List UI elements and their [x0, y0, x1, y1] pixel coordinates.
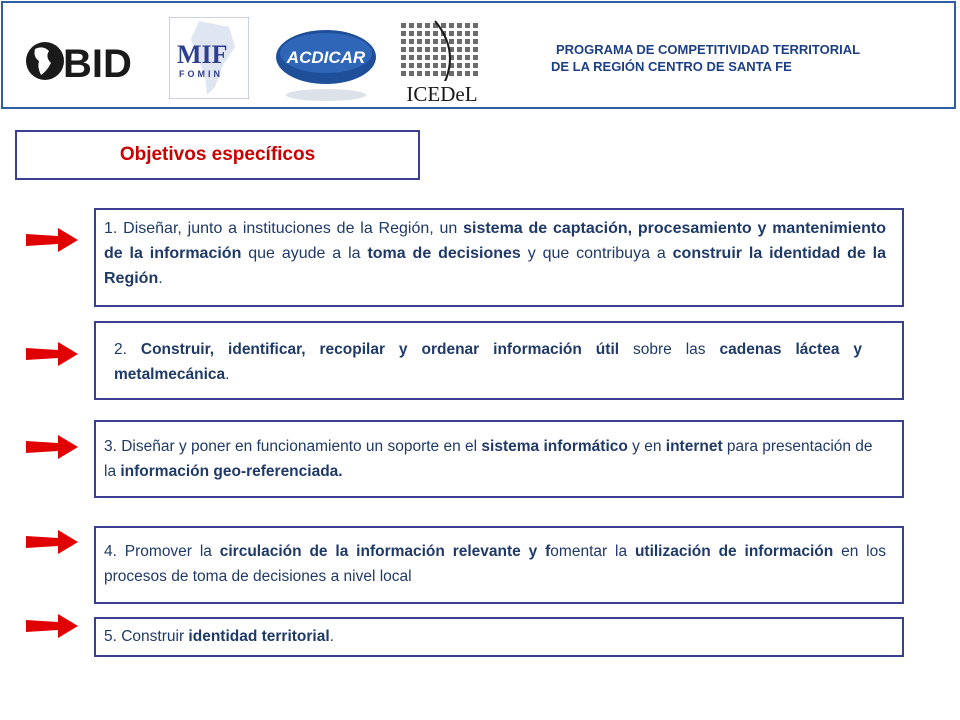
objective-highlight: cadenas láctea y metalmecánica: [114, 341, 863, 383]
objective-text: sobre las: [619, 341, 720, 358]
objective-text: para presentación de la: [104, 438, 873, 480]
icedel-text: ICEDeL: [406, 82, 478, 105]
bid-logo: [23, 31, 148, 91]
section-title: Objetivos específicos: [15, 130, 420, 180]
objective-text: 4. Promover la: [104, 543, 220, 560]
objective-text: que ayude a la: [241, 245, 368, 262]
objective-text: .: [158, 270, 163, 287]
objective-text: y que contribuya a: [520, 245, 673, 262]
objective-2: [94, 321, 904, 400]
objective-highlight: utilización de información: [634, 543, 834, 560]
mif-text: MIF: [177, 40, 228, 69]
fomin-text: FOMIN: [179, 69, 223, 79]
objective-highlight: identidad territorial: [188, 628, 330, 645]
objective-3: [94, 420, 904, 498]
objective-highlight: internet: [665, 438, 723, 455]
icedel-logo: [395, 17, 490, 105]
red-arrow-icon: [24, 434, 80, 460]
objective-text: omentar la: [550, 543, 635, 560]
program-line-1: PROGRAMA DE COMPETITIVIDAD TERRITORIAL: [555, 42, 861, 57]
header-banner: [1, 1, 956, 109]
objective-1: [94, 208, 904, 307]
objective-highlight: construir la identidad de la Región: [104, 245, 887, 287]
objective-highlight: Construir, identificar, recopilar y ordenar información útil: [140, 341, 620, 358]
objective-4: [94, 526, 904, 604]
objective-text: y en: [627, 438, 666, 455]
objective-highlight: información geo-referenciada.: [120, 463, 343, 480]
acdicar-text: ACDICAR: [286, 48, 366, 67]
red-arrow-icon: [24, 227, 80, 253]
red-arrow-icon: [24, 341, 80, 367]
objective-5: [94, 617, 904, 657]
program-title: [503, 41, 913, 75]
objective-text: .: [329, 628, 334, 645]
objective-text: en los procesos de toma de decisiones a nivel local: [104, 543, 886, 585]
objective-text: 3. Diseñar y poner en funcionamiento un soporte en el: [104, 438, 482, 455]
objective-highlight: sistema de captación, procesamiento y mantenimiento de la información: [104, 220, 886, 262]
objective-text: 2.: [114, 341, 141, 358]
objective-highlight: circulación de la información relevante y f: [219, 543, 551, 560]
objective-highlight: sistema informático: [481, 438, 628, 455]
objective-text: .: [225, 366, 230, 383]
red-arrow-icon: [24, 613, 80, 639]
red-arrow-icon: [24, 529, 80, 555]
bid-logo-text: BID: [63, 42, 132, 86]
mif-fomin-logo: [169, 17, 249, 99]
objective-text: 1. Diseñar, junto a instituciones de la Región, un: [104, 220, 464, 237]
acdicar-logo: [271, 25, 381, 105]
program-line-2: DE LA REGIÓN CENTRO DE SANTA FE: [551, 59, 792, 74]
objective-highlight: toma de decisiones: [367, 245, 521, 262]
objective-text: 5. Construir: [104, 628, 189, 645]
